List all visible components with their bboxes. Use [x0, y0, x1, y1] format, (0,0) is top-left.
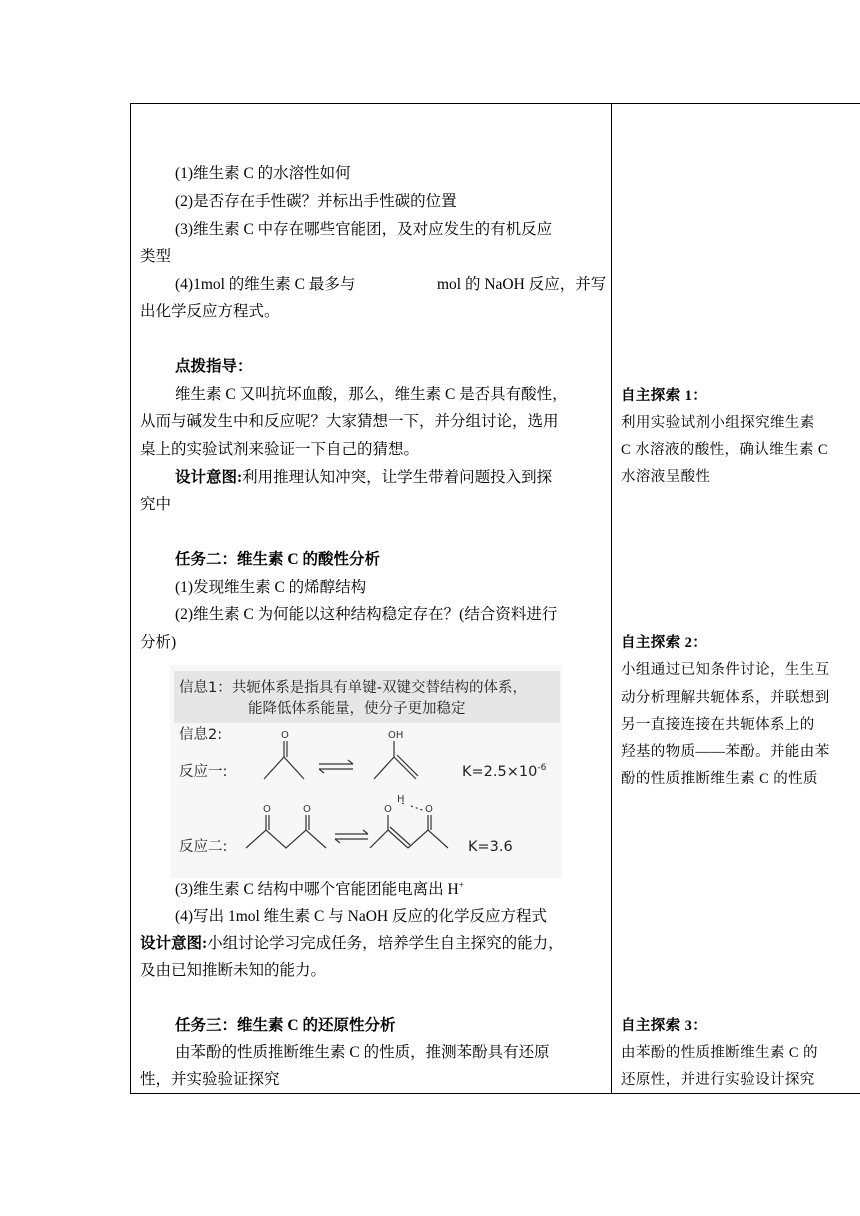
task-2-title-text: 任务二：维生素 C 的酸性分析 — [175, 551, 380, 568]
table-top-border — [130, 103, 860, 104]
explore-2-line1: 小组通过已知条件讨论，生生互 — [621, 662, 830, 678]
explore-2-line2: 动分析理解共轭体系，并联想到 — [621, 690, 830, 706]
diketone-oxygen-2-label: O — [303, 804, 311, 815]
explore-2-line3: 另一直接连接在共轭体系上的 — [621, 717, 815, 733]
design-intent-text: 利用推理认知冲突，让学生带着问题投入到探 — [242, 469, 553, 486]
conjugation-info-figure — [170, 665, 562, 878]
keto-oxygen-label: O — [425, 804, 433, 815]
explore-3-title: 自主探索 3： — [621, 1018, 708, 1034]
explore-1-line1: 利用实验试剂小组探究维生素 — [621, 415, 815, 431]
table-bottom-border — [130, 1093, 860, 1094]
design-intent-2 — [140, 934, 564, 954]
guide-title: 点拨指导： — [175, 358, 253, 375]
design-intent-label: 设计意图: — [175, 469, 243, 486]
explore-1-title: 自主探索 1： — [621, 388, 708, 404]
info-1-line2: 能降低体系能量，使分子更加稳定 — [248, 701, 466, 717]
question-1: (1)维生素 C 的水溶性如何 — [175, 165, 351, 182]
question-2: (2)是否存在手性碳？并标出手性碳的位置 — [175, 193, 457, 210]
info-2-label: 信息2: — [179, 727, 223, 743]
task-3-title-text: 任务三：维生素 C 的还原性分析 — [175, 1017, 396, 1034]
task-2-q3-text: (3)维生素 C 结构中哪个官能团能电离出 H — [175, 881, 459, 898]
design-intent-1-line2: 究中 — [140, 496, 172, 513]
design-intent-1 — [175, 468, 552, 488]
enol-oxygen-label: O — [384, 804, 392, 815]
explore-3-line2: 还原性，并进行实验设计探究 — [621, 1072, 815, 1088]
table-left-border — [130, 103, 131, 1093]
explore-2-line4: 羟基的物质——苯酚。并能由苯 — [621, 744, 830, 760]
info-1-line1: 信息1：共轭体系是指具有单键-双键交替结构的体系， — [179, 680, 527, 696]
reaction-1-structures — [170, 665, 562, 878]
task-2-q2-line2: 分析) — [140, 634, 177, 651]
task-3-line2: 性，并实验验证探究 — [140, 1071, 280, 1088]
reaction-2-label: 反应二: — [179, 839, 228, 855]
task-2-q4: (4)写出 1mol 维生素 C 与 NaOH 反应的化学反应方程式 — [175, 908, 547, 925]
reaction-1-k-exponent: -6 — [537, 763, 547, 774]
guide-line2: 从而与碱发生中和反应呢？大家猜想一下，并分组讨论，选用 — [140, 413, 559, 430]
design-intent-2-text: 小组讨论学习完成任务，培养学生自主探究的能力， — [207, 935, 564, 952]
question-3-line1: (3)维生素 C 中存在哪些官能团，及对应发生的有机反应 — [175, 221, 553, 238]
task-2-q2-line1: (2)维生素 C 为何能以这种结构稳定存在？(结合资料进行 — [175, 606, 558, 623]
diketone-oxygen-1-label: O — [263, 804, 271, 815]
hydrogen-bond-h-label: H — [397, 794, 405, 805]
hydrogen-ion-charge: + — [458, 879, 464, 890]
design-intent-2-line2: 及由已知推断未知的能力。 — [140, 962, 327, 979]
explore-1-line2: C 水溶液的酸性，确认维生素 C — [621, 442, 828, 458]
explore-3-line1: 由苯酚的性质推断维生素 C 的 — [621, 1045, 818, 1061]
reaction-1-k-value: K=2.5×10 — [462, 764, 538, 780]
task-3-line1: 由苯酚的性质推断维生素 C 的性质，推测苯酚具有还原 — [175, 1044, 550, 1061]
task-2-q3 — [175, 880, 464, 900]
question-4-part1: (4)1mol 的维生素 C 最多与 — [175, 276, 356, 293]
acetone-oxygen-label: O — [281, 730, 289, 741]
guide-line3: 桌上的实验试剂来验证一下自己的猜想。 — [140, 441, 420, 458]
question-4-part2: mol 的 NaOH 反应，并写 — [437, 276, 607, 293]
explore-1-line3: 水溶液呈酸性 — [621, 469, 711, 485]
reaction-2-k: K=3.6 — [468, 839, 513, 855]
enol-hydroxyl-label: OH — [388, 730, 404, 741]
guide-line1: 维生素 C 又叫抗坏血酸，那么，维生素 C 是否具有酸性， — [175, 386, 568, 403]
task-2-q1: (1)发现维生素 C 的烯醇结构 — [175, 579, 367, 596]
task-3-title — [175, 1016, 395, 1036]
question-3-line2: 类型 — [140, 248, 172, 265]
explore-2-line5: 酚的性质推断维生素 C 的性质 — [621, 771, 818, 787]
explore-2-title: 自主探索 2： — [621, 635, 708, 651]
table-column-divider — [611, 103, 612, 1093]
design-intent-2-label: 设计意图: — [140, 935, 208, 952]
question-4-line2: 出化学反应方程式。 — [140, 303, 280, 320]
reaction-1-label: 反应一: — [179, 764, 228, 780]
task-2-title — [175, 550, 380, 570]
